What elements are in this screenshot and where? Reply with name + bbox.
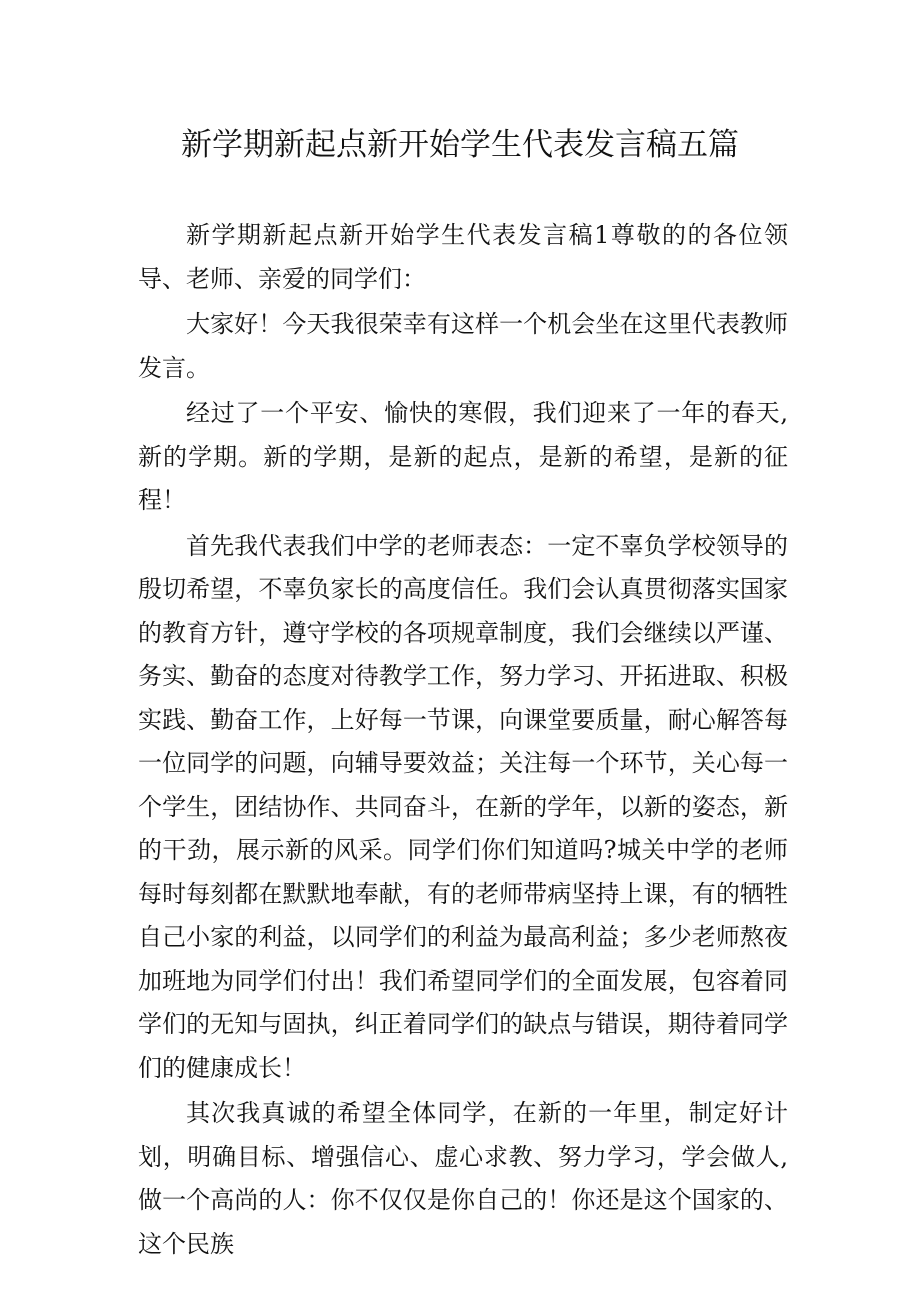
document-title: 新学期新起点新开始学生代表发言稿五篇 [181,127,739,163]
paragraph-greeting: 新学期新起点新开始学生代表发言稿1尊敬的的各位领导、老师、亲爱的同学们： [138,221,788,293]
paragraph-teacher-pledge: 首先我代表我们中学的老师表态：一定不辜负学校领导的殷切希望，不辜负家长的高度信任。我们会认真贯彻落实国家的教育方针，遵守学校的各项规章制度，我们会继续以严谨、务实、勤奋的态度对待教学工作，努力学习、开拓进取、积极实践、勤奋工作，上好每一节课，向课堂要质量，耐心解答每一位同学的问题，向辅导要效益；关注每一个环节，关心每一个学生，团结协作、共同奋斗，在新的学年，以新的姿态，新的干劲，展示新的风采。同学们你们知道吗?城关中学的老师每时每刻都在默默地奉献，有的老师带病坚持上课，有的牺牲自己小家的利益，以同学们的利益为最高利益；多少老师熬夜加班地为同学们付出！我们希望同学们的全面发展，包容着同学们的无知与固执，纠正着同学们的缺点与错误，期待着同学们的健康成长！ [138,531,788,1082]
paragraph-new-semester: 经过了一个平安、愉快的寒假，我们迎来了一年的春天,新的学期。新的学期，是新的起点，是新的希望，是新的征程！ [138,399,788,514]
document-body [138,214,788,1268]
paragraph-opening: 大家好！今天我很荣幸有这样一个机会坐在这里代表教师发言。 [138,310,788,382]
paragraph-student-hopes: 其次我真诚的希望全体同学，在新的一年里，制定好计划，明确目标、增强信心、虚心求教、努力学习，学会做人,做一个高尚的人：你不仅仅是你自己的！你还是这个国家的、这个民族 [138,1099,788,1258]
